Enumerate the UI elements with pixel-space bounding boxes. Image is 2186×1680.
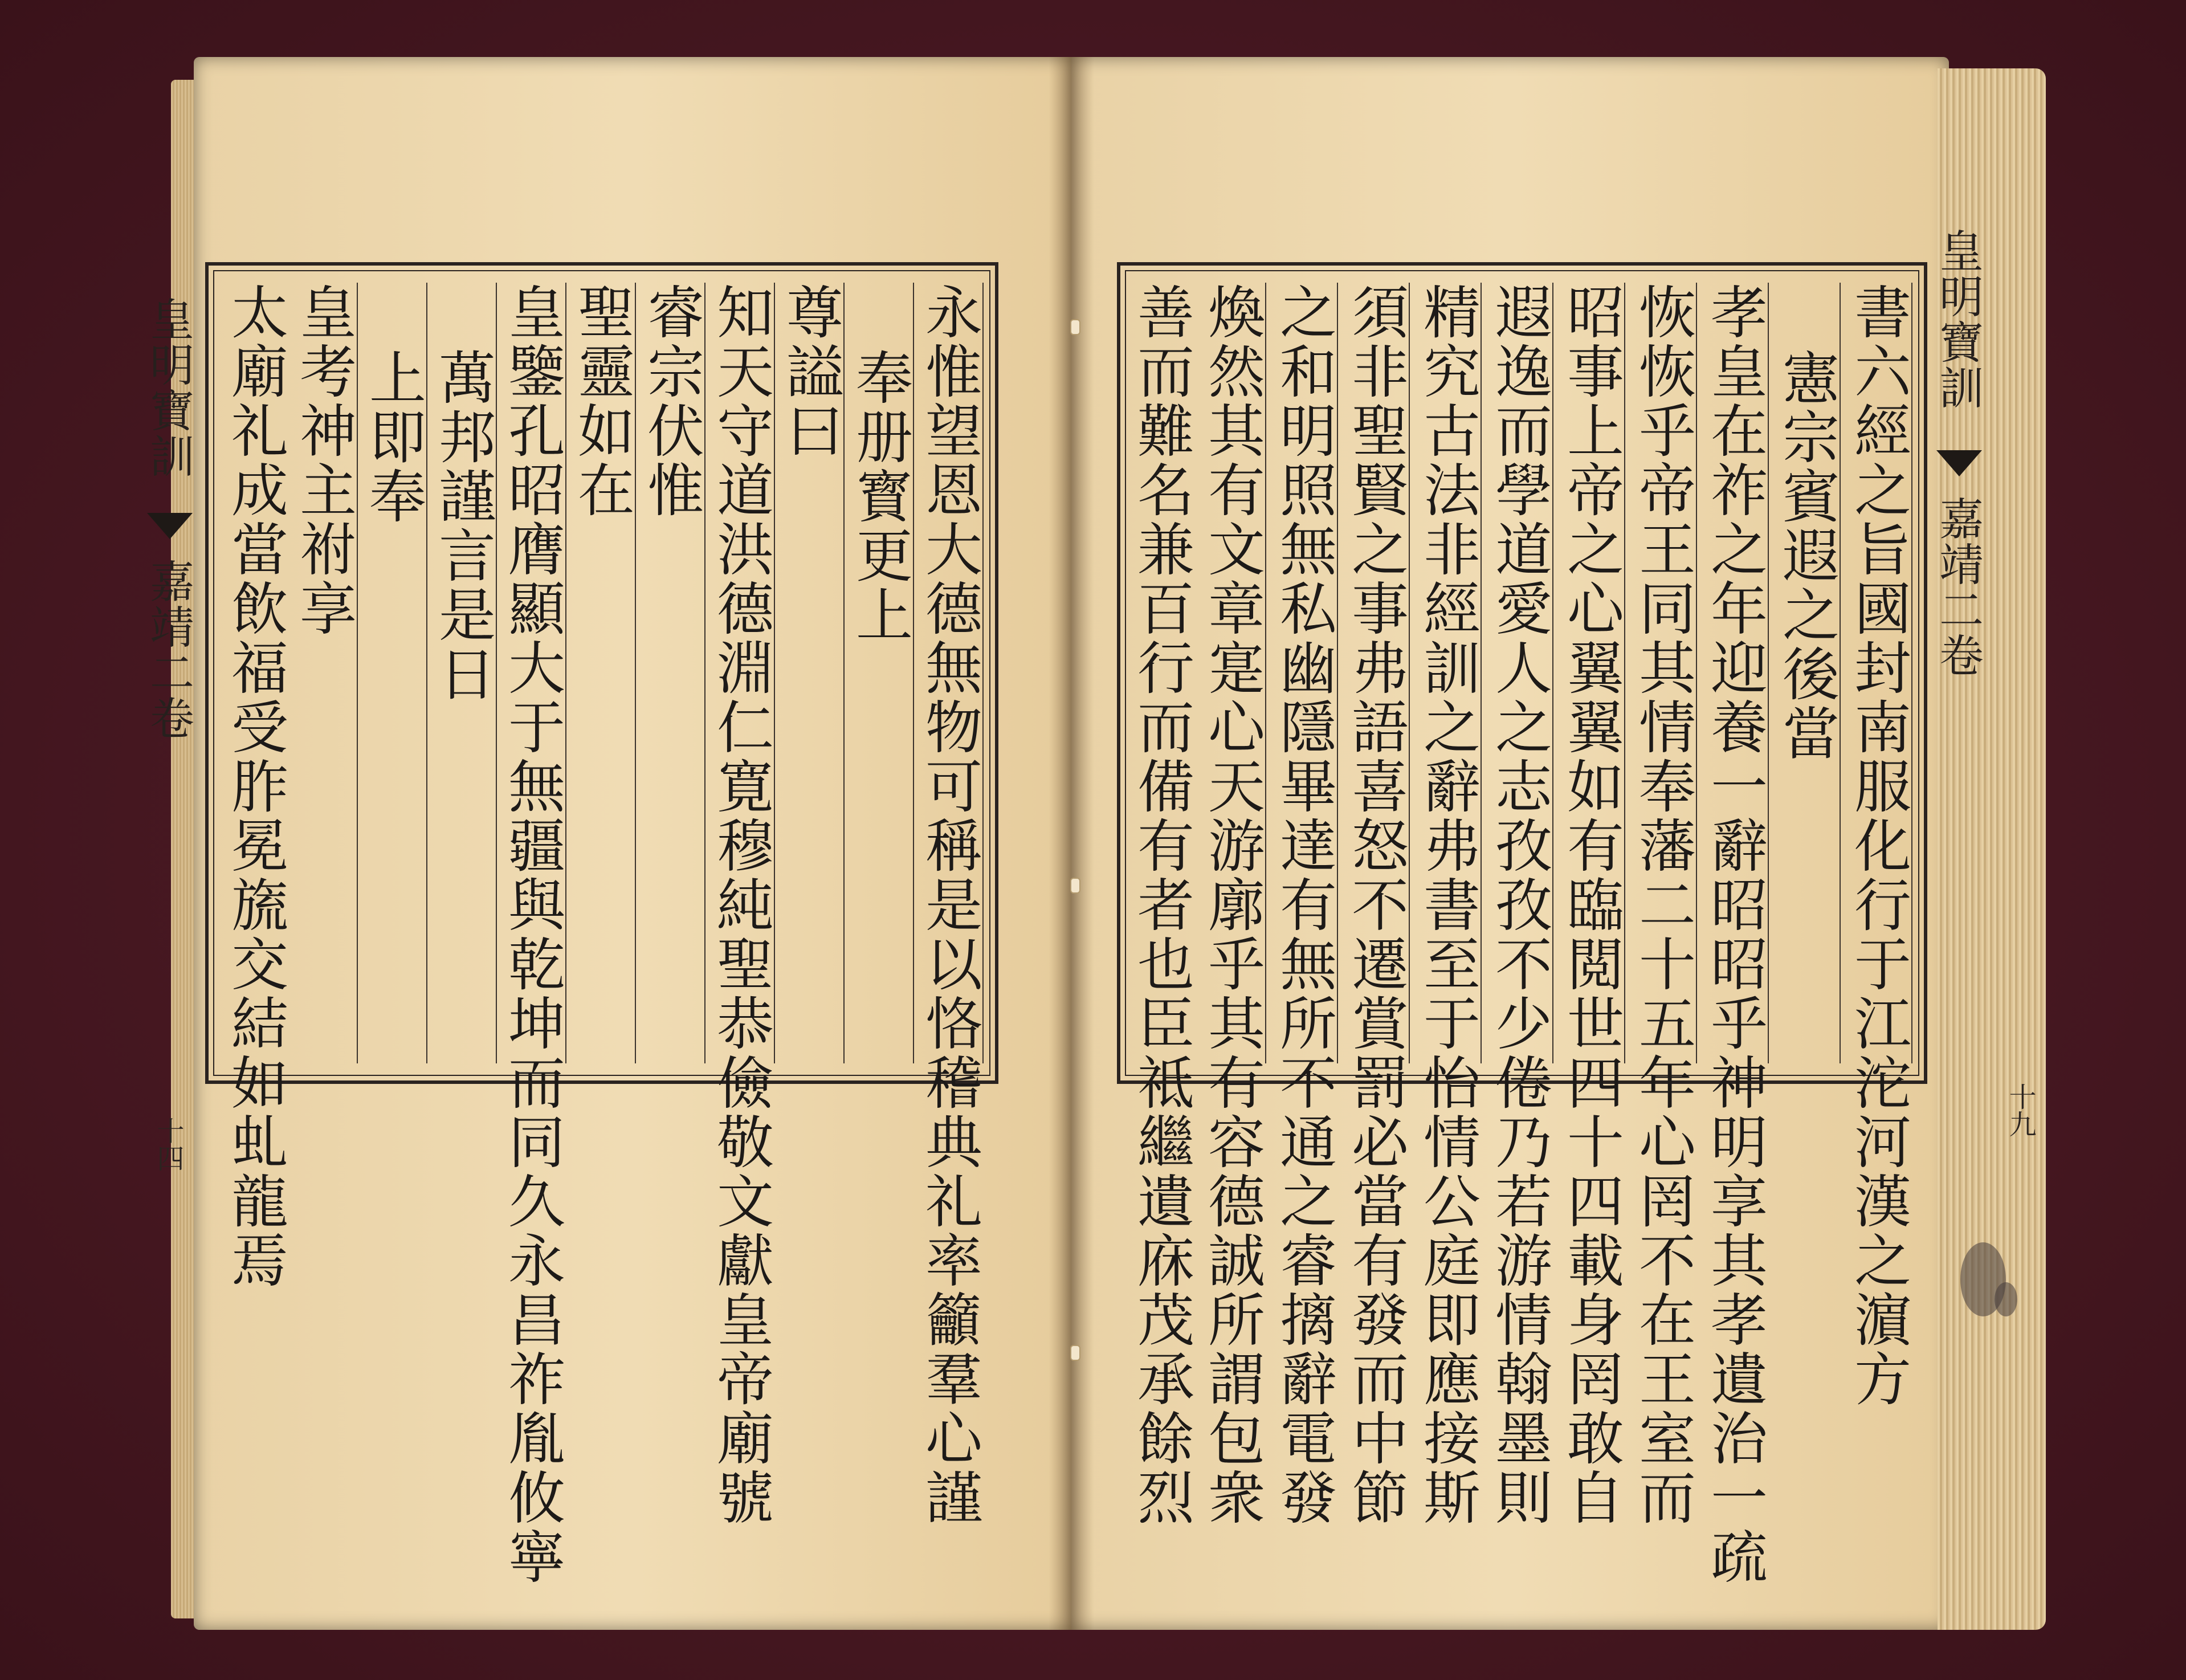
right-text-frame bbox=[1117, 262, 1927, 1587]
left-text-frame bbox=[205, 262, 998, 1587]
left-column-11: 太廟礼成當飲福受胙冕旒交結如虬龍焉 bbox=[222, 283, 288, 1290]
stitch-hole bbox=[1070, 319, 1080, 335]
left-column-7: 皇鑒孔昭膺顯大于無疆與乾坤而同久永昌祚胤攸寧 bbox=[499, 283, 565, 1587]
left-margin-title: 皇明寶訓 bbox=[142, 296, 194, 479]
right-column-1: 書六經之旨國封南服化行于江沱河漢之濵方 bbox=[1845, 283, 1911, 1409]
ink-stain bbox=[1995, 1282, 2017, 1316]
fish-tail-mark bbox=[1936, 450, 1982, 476]
left-column-5: 睿宗伏惟 bbox=[637, 283, 705, 1063]
right-column-7: 精究古法非經訓之辭弗書至于怡情公庭即應接斯 bbox=[1414, 283, 1481, 1527]
left-column-2: 奉册寳更上 bbox=[846, 283, 914, 1063]
stitch-hole bbox=[1070, 878, 1080, 894]
right-column-10: 煥然其有文章寔心天游廓乎其有容德誠所謂包衆 bbox=[1198, 283, 1265, 1527]
right-column-2: 憲宗賓遐之後當 bbox=[1772, 283, 1841, 1063]
right-column-4: 恢恢乎帝王同其情奉藩二十五年心罔不在王室而 bbox=[1629, 283, 1696, 1527]
left-column-10: 皇考神主祔享 bbox=[289, 283, 358, 1063]
right-column-6: 遐逸而學道愛人之志孜孜不少倦乃若游情翰墨則 bbox=[1486, 283, 1552, 1527]
left-column-1: 永惟望恩大德無物可稱是以恪稽典礼率籲羣心謹 bbox=[916, 283, 982, 1527]
right-column-5: 昭事上帝之心翼翼如有臨閲世四十四載身罔敢自 bbox=[1557, 283, 1624, 1527]
book-gutter bbox=[1049, 57, 1094, 1630]
right-column-11: 善而難名兼百行而備有者也臣祗繼遺庥茂承餘烈 bbox=[1128, 283, 1194, 1527]
fish-tail-mark bbox=[147, 513, 193, 539]
left-column-4: 知天守道洪德淵仁寛穆純聖恭儉敬文獻皇帝廟號 bbox=[707, 283, 774, 1527]
right-column-9: 之和明照無私幽隱畢達有無所不通之睿摛辭電發 bbox=[1270, 283, 1337, 1527]
right-column-8: 須非聖賢之事弗語喜怒不遷賞罰必當有發而中節 bbox=[1342, 283, 1409, 1527]
right-frame-inner bbox=[1125, 270, 1919, 1587]
left-margin-subtitle: 嘉靖二卷 bbox=[142, 558, 194, 741]
left-folio-number: 十四 bbox=[152, 1117, 184, 1172]
right-column-3: 孝皇在祚之年迎養一辭昭昭乎神明享其孝遺治一疏 bbox=[1701, 283, 1768, 1587]
left-column-9: 上即奉 bbox=[359, 283, 427, 1063]
right-margin-subtitle: 嘉靖二卷 bbox=[1932, 496, 1983, 678]
left-frame-inner bbox=[213, 270, 990, 1587]
stitch-hole bbox=[1070, 1345, 1080, 1361]
left-column-6: 聖靈如在 bbox=[568, 283, 636, 1063]
right-margin-title: 皇明寶訓 bbox=[1932, 228, 1983, 410]
left-column-3: 尊謚曰 bbox=[776, 283, 845, 1063]
right-folio-number: 十九 bbox=[2004, 1083, 2036, 1137]
left-column-8: 萬邦謹言是日 bbox=[429, 283, 497, 1063]
